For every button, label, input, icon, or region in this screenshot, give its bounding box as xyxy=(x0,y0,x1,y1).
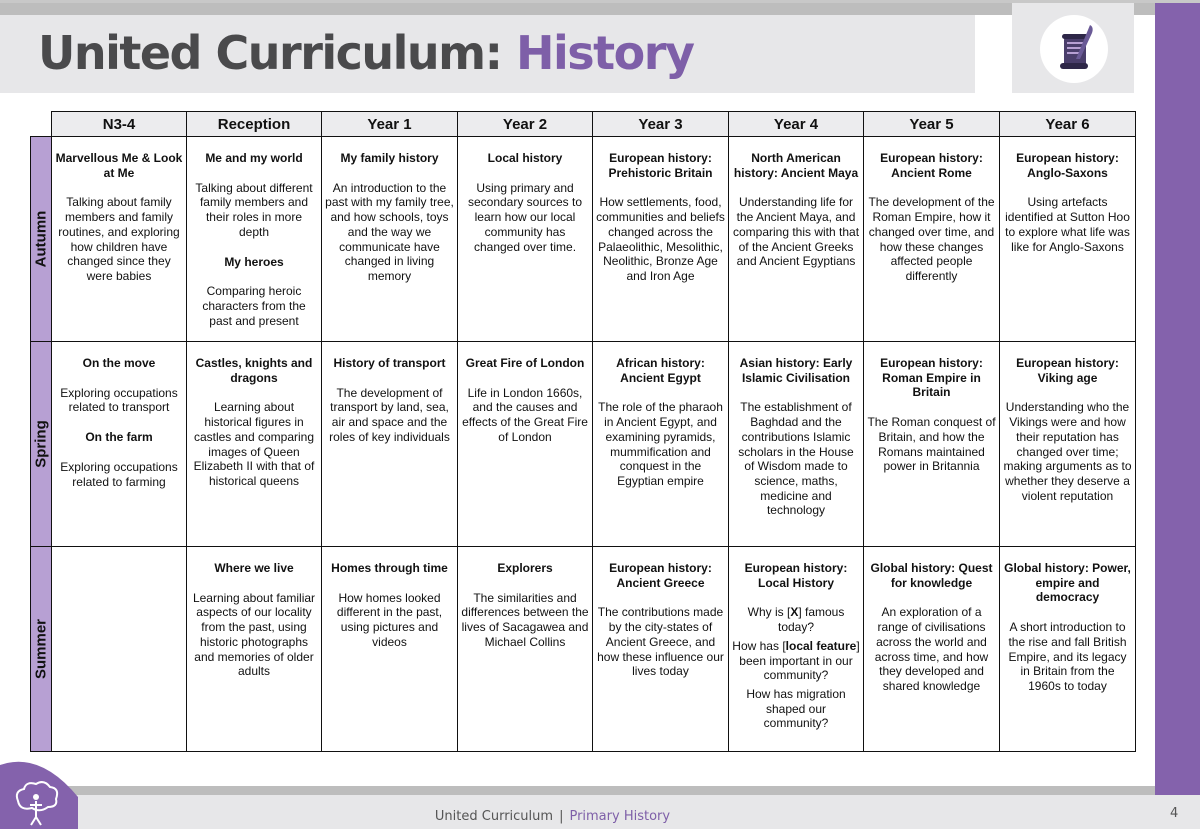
table-cell xyxy=(52,137,187,342)
cell-subtitle: On the farm xyxy=(85,430,153,445)
table-cell xyxy=(729,137,864,342)
cell-subbody: Exploring occupations related to farming xyxy=(60,459,178,489)
cell-title: My family history xyxy=(340,151,439,165)
page-number: 4 xyxy=(1170,806,1179,821)
table-cell xyxy=(458,547,593,752)
term-row-spring xyxy=(31,342,1136,547)
table-cell xyxy=(864,137,1000,342)
cell-body: Learning about historical figures in castles and comparing images of Queen Elizabeth II with that of historical queens xyxy=(193,400,315,488)
term-name: Summer xyxy=(32,618,50,680)
term-label xyxy=(31,547,52,752)
cell-title: Me and my world xyxy=(205,151,303,165)
cell-body: Learning about familiar aspects of our locality from the past, using historic photographs and memories of older adults xyxy=(192,590,316,679)
cell-body: Understanding life for the Ancient Maya, and comparing this with that of the Ancient Greeks and Ancient Egyptians xyxy=(732,195,860,269)
cell-title: European history: Ancient Rome xyxy=(880,151,983,180)
right-accent-bar xyxy=(1155,3,1200,795)
term-row-summer xyxy=(31,547,1136,752)
column-header: Year 6 xyxy=(1000,112,1136,137)
cell-body: The contributions made by the city-states of Ancient Greece, and how these influence our lives today xyxy=(597,605,724,679)
cell-body: The development of the Roman Empire, how it changed over time, and how these changes affected people differently xyxy=(868,195,995,283)
cell-title: Global history: Quest for knowledge xyxy=(870,561,993,590)
table-cell xyxy=(864,547,1000,752)
cell-body: The development of transport by land, sea, air and space and the roles of key individuals xyxy=(329,385,450,444)
column-header: Year 2 xyxy=(458,112,593,137)
cell-body: Exploring occupations related to transport xyxy=(60,385,178,415)
question-line: Why is [X] famous today? xyxy=(747,605,845,635)
cell-title: European history: Viking age xyxy=(1016,356,1119,385)
table-cell xyxy=(1000,342,1136,547)
column-header: Reception xyxy=(187,112,322,137)
column-header: Year 3 xyxy=(593,112,729,137)
footer-separator: | xyxy=(559,809,564,824)
cell-body: How settlements, food, communities and beliefs changed across the Palaeolithic, Mesolithic, Neolithic, Bronze Age and Iron Age xyxy=(596,195,725,283)
table-cell xyxy=(322,342,458,547)
table-cell xyxy=(187,137,322,342)
cell-title: Explorers xyxy=(497,561,553,575)
cell-title: Marvellous Me & Look at Me xyxy=(55,151,183,180)
bottom-gray-band xyxy=(0,786,1155,795)
curriculum-table xyxy=(30,111,1136,752)
cell-title: Homes through time xyxy=(331,561,448,575)
cell-title: Asian history: Early Islamic Civilisation xyxy=(739,356,853,385)
scroll-quill-icon xyxy=(1040,15,1108,83)
table-cell xyxy=(52,342,187,547)
table-cell xyxy=(322,547,458,752)
term-name: Autumn xyxy=(32,210,50,268)
cell-body: Using artefacts identified at Sutton Hoo to explore what life was like for Anglo-Saxons xyxy=(1005,195,1130,254)
cell-title: European history: Local History xyxy=(744,561,848,590)
page-title xyxy=(38,26,693,80)
cell-title: History of transport xyxy=(333,356,446,370)
cell-body: The establishment of Baghdad and the contributions Islamic scholars in the House of Wisdom made to science, maths, medicine and technology xyxy=(738,400,854,518)
table-cell xyxy=(729,547,864,752)
cell-body: An introduction to the past with my family tree, and how schools, toys and the way we communicate have changed in living memory xyxy=(325,180,454,283)
cell-body: How homes looked different in the past, using pictures and videos xyxy=(336,590,443,649)
table-cell xyxy=(593,137,729,342)
table-cell xyxy=(864,342,1000,547)
cell-title: European history: Prehistoric Britain xyxy=(608,151,713,180)
column-header: N3-4 xyxy=(52,112,187,137)
table-corner xyxy=(31,112,52,137)
cell-title: North American history: Ancient Maya xyxy=(733,151,859,180)
table-cell xyxy=(322,137,458,342)
cell-body: Understanding who the Vikings were and how their reputation has changed over time; making arguments as to whether they deserve a violent reputation xyxy=(1003,400,1132,503)
cell-body: An exploration of a range of civilisations across the world and across time, and how they developed and shared knowledge xyxy=(874,605,989,693)
column-header: Year 5 xyxy=(864,112,1000,137)
column-header: Year 4 xyxy=(729,112,864,137)
cell-title: Global history: Power, empire and democracy xyxy=(1004,561,1131,605)
table-cell xyxy=(458,137,593,342)
cell-title: European history: Anglo-Saxons xyxy=(1016,151,1119,180)
cell-title: Great Fire of London xyxy=(465,356,585,370)
cell-subtitle: My heroes xyxy=(224,254,284,269)
cell-subbody: Comparing heroic characters from the past and present xyxy=(202,284,306,328)
question-line: How has [local feature] been important in our community? xyxy=(732,638,860,683)
cell-title: Castles, knights and dragons xyxy=(195,356,313,385)
tree-person-icon xyxy=(0,757,78,829)
cell-body: A short introduction to the rise and fall British Empire, and its legacy in Britain from the 1960s to today xyxy=(1008,620,1127,693)
footer-left: United Curriculum xyxy=(434,809,554,824)
question-line: How has migration shaped our community? xyxy=(746,686,846,731)
title-main: United Curriculum: xyxy=(38,26,517,80)
term-name: Spring xyxy=(32,420,50,468)
cell-title: Local history xyxy=(487,151,563,165)
table-cell xyxy=(729,342,864,547)
cell-title: African history: Ancient Egypt xyxy=(616,356,705,385)
header-row xyxy=(31,112,1136,137)
cell-title: European history: Roman Empire in Britain xyxy=(880,356,983,400)
footer-right: Primary History xyxy=(569,809,671,824)
table-cell xyxy=(458,342,593,547)
table-cell-empty xyxy=(52,547,187,752)
term-label xyxy=(31,342,52,547)
cell-body: The role of the pharaoh in Ancient Egypt, and examining pyramids, mummification and conquest in the Egyptian empire xyxy=(598,400,723,488)
cell-body: The similarities and differences between the lives of Sacagawea and Michael Collins xyxy=(461,590,589,649)
table-cell xyxy=(593,342,729,547)
footer-text xyxy=(0,809,1105,824)
cell-body: Talking about family members and family routines, and exploring how children have changed since they were babies xyxy=(58,195,180,283)
table-cell xyxy=(593,547,729,752)
table-cell xyxy=(1000,137,1136,342)
term-row-autumn xyxy=(31,137,1136,342)
table-cell xyxy=(1000,547,1136,752)
cell-title: European history: Ancient Greece xyxy=(609,561,712,590)
cell-body: Using primary and secondary sources to learn how our local community has changed over time. xyxy=(467,180,583,254)
cell-body: Life in London 1660s, and the causes and effects of the Great Fire of London xyxy=(462,385,588,444)
top-gray-band xyxy=(0,3,1155,15)
table-cell xyxy=(187,342,322,547)
term-label xyxy=(31,137,52,342)
cell-body: The Roman conquest of Britain, and how the Romans maintained power in Britannia xyxy=(867,415,996,474)
title-accent: History xyxy=(516,26,694,80)
cell-body: Talking about different family members and their roles in more depth xyxy=(195,180,313,239)
column-header: Year 1 xyxy=(322,112,458,137)
cell-title: Where we live xyxy=(214,561,294,575)
cell-title: On the move xyxy=(82,356,156,370)
table-cell xyxy=(187,547,322,752)
